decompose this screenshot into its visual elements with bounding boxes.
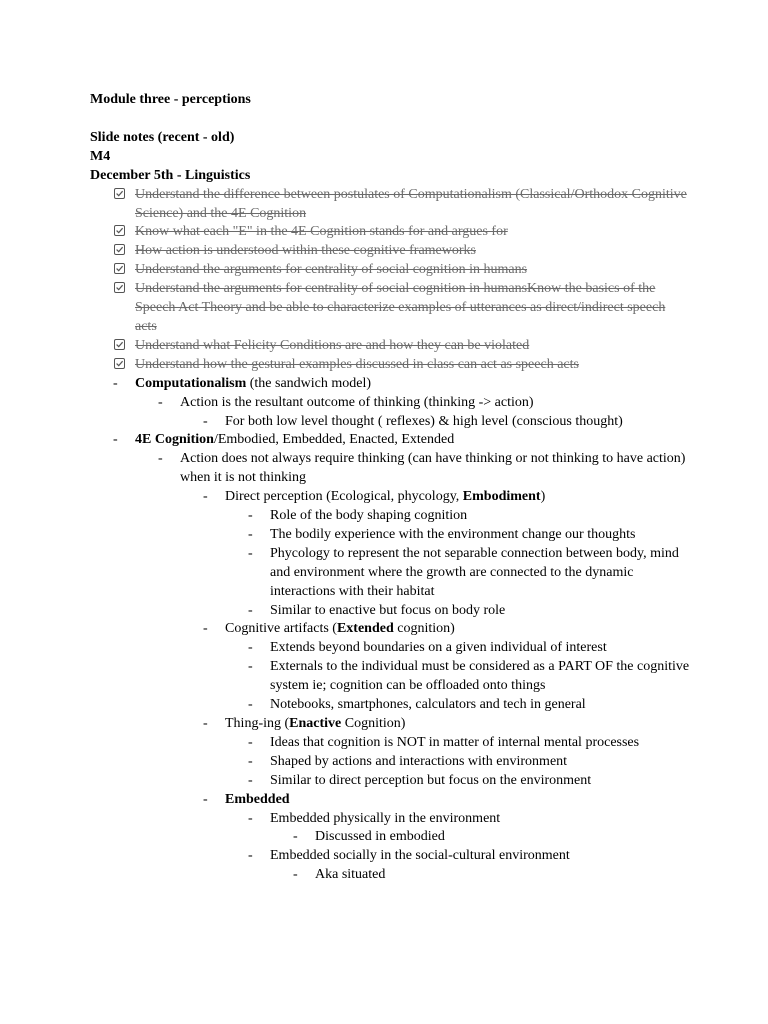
checklist-item: [90, 356, 690, 375]
bullet-dash: -: [248, 697, 253, 713]
list-item-text: Embedded socially in the social-cultural environment: [270, 848, 570, 864]
bullet-dash: -: [203, 791, 208, 807]
list-item: [90, 413, 690, 432]
list-item-text: (the sandwich model): [246, 375, 372, 391]
list-item-text: Action is the resultant outcome of thinking (thinking -> action): [180, 394, 534, 410]
checklist-item-text: Understand how the gestural examples discussed in class can act as speech acts: [135, 356, 579, 372]
checklist-item-text: Understand what Felicity Conditions are and how they can be violated: [135, 337, 530, 353]
list-item: [90, 734, 690, 753]
bullet-dash: -: [248, 753, 253, 769]
list-item: [90, 772, 690, 791]
notes-outline: [90, 375, 690, 885]
list-item: [90, 620, 690, 639]
list-item: [90, 791, 690, 810]
list-item: [90, 507, 690, 526]
checked-checkbox-icon[interactable]: [114, 263, 125, 274]
bullet-dash: -: [203, 621, 208, 637]
term-embedded: Embedded: [225, 791, 290, 807]
bullet-dash: -: [248, 810, 253, 826]
bullet-dash: -: [293, 867, 298, 883]
list-item-text: Extends beyond boundaries on a given individual of interest: [270, 640, 607, 656]
list-item-text: /Embodied, Embedded, Enacted, Extended: [213, 432, 455, 448]
bullet-dash: -: [113, 375, 118, 391]
list-item-text: Shaped by actions and interactions with environment: [270, 753, 568, 769]
bullet-dash: -: [248, 508, 253, 524]
list-item-text: ): [540, 489, 546, 505]
checklist-item: [90, 242, 690, 261]
checklist-item: [90, 223, 690, 242]
checked-checkbox-icon[interactable]: [114, 225, 125, 236]
list-item-text: The bodily experience with the environment change our thoughts: [270, 526, 636, 542]
list-item-text: Discussed in embodied: [315, 829, 445, 845]
term-extended: Extended: [336, 621, 394, 637]
list-item-text: Embedded physically in the environment: [270, 810, 501, 826]
list-item-text: Similar to enactive but focus on body role: [270, 602, 506, 618]
list-item-text: For both low level thought ( reflexes) & high level (conscious thought): [225, 413, 623, 429]
bullet-dash: -: [248, 545, 253, 561]
list-item-text: Aka situated: [315, 867, 386, 883]
checklist-item-text: Understand the arguments for centrality of social cognition in humansKnow the basics of the Speech Act Theory and be able to characterize examples of utterances as direct/indirect speech acts: [135, 281, 666, 334]
lecture-heading: December 5th - Linguistics: [90, 167, 251, 183]
list-item: [90, 658, 690, 696]
list-item: [90, 810, 690, 829]
list-item: [90, 753, 690, 772]
list-item: [90, 639, 690, 658]
module-label: M4: [90, 148, 111, 164]
checklist-item-text: Understand the arguments for centrality of social cognition in humans: [135, 262, 528, 278]
checklist-item-text: How action is understood within these cognitive frameworks: [135, 243, 476, 259]
list-item: [90, 488, 690, 507]
bullet-dash: -: [203, 716, 208, 731]
checked-checkbox-icon[interactable]: [114, 188, 125, 199]
list-item-text: Phycology to represent the not separable connection between body, mind and environment where the growth are connected to the dynamic interactions with their habitat: [270, 545, 679, 599]
list-item: [90, 715, 690, 734]
list-item: [90, 431, 690, 450]
list-item-text: Notebooks, smartphones, calculators and tech in general: [270, 697, 586, 713]
slide-notes-heading: Slide notes (recent - old): [90, 129, 235, 145]
list-item-text: Thing-ing (: [225, 716, 290, 731]
term-embodiment: Embodiment: [462, 489, 541, 505]
list-item: [90, 866, 690, 885]
document-body: [90, 91, 690, 885]
list-item: [90, 526, 690, 545]
bullet-dash: -: [248, 526, 253, 542]
bullet-dash: -: [158, 394, 163, 410]
list-item-text: Action does not always require thinking (can have thinking or not thinking to have action) when it is not thinking: [180, 451, 686, 486]
list-item: [90, 450, 690, 488]
list-item: [90, 545, 690, 602]
list-item: [90, 375, 690, 394]
list-item-text: Direct perception (Ecological, phycology,: [225, 489, 463, 505]
bullet-dash: -: [158, 451, 163, 467]
bullet-dash: -: [113, 432, 118, 448]
checklist: [90, 186, 690, 375]
list-item: [90, 828, 690, 847]
list-item: [90, 602, 690, 621]
list-item-text: Cognition): [341, 716, 406, 731]
bullet-dash: -: [248, 848, 253, 864]
list-item-text: Cognitive artifacts (: [225, 621, 337, 637]
checked-checkbox-icon[interactable]: [114, 244, 125, 255]
checked-checkbox-icon[interactable]: [114, 339, 125, 350]
list-item-text: Role of the body shaping cognition: [270, 508, 468, 524]
bullet-dash: -: [248, 640, 253, 656]
checklist-item-text: Understand the difference between postulates of Computationalism (Classical/Orthodox Cognitive Science) and the 4E Cognition: [135, 186, 687, 221]
bullet-dash: -: [248, 772, 253, 788]
bullet-dash: -: [203, 413, 208, 429]
spacer: [90, 110, 690, 129]
term-4e-cognition: 4E Cognition: [135, 432, 214, 448]
list-item-text: Externals to the individual must be considered as a PART OF the cognitive system ie; cognition can be offloaded onto things: [270, 659, 690, 694]
checklist-item: [90, 186, 690, 224]
checklist-item: [90, 261, 690, 280]
list-item: [90, 696, 690, 715]
bullet-dash: -: [248, 602, 253, 618]
checked-checkbox-icon[interactable]: [114, 358, 125, 369]
checklist-item: [90, 280, 690, 337]
bullet-dash: -: [293, 829, 298, 845]
checked-checkbox-icon[interactable]: [114, 282, 125, 293]
checklist-item: [90, 337, 690, 356]
bullet-dash: -: [203, 489, 208, 505]
document-title: Module three - perceptions: [90, 92, 251, 107]
checklist-item-text: Know what each "E" in the 4E Cognition stands for and argues for: [135, 224, 508, 240]
list-item-text: cognition): [393, 621, 455, 637]
term-computationalism: Computationalism: [135, 375, 247, 391]
bullet-dash: -: [248, 659, 253, 675]
bullet-dash: -: [248, 734, 253, 750]
list-item: [90, 847, 690, 866]
list-item-text: Ideas that cognition is NOT in matter of internal mental processes: [270, 734, 640, 750]
term-enactive: Enactive: [289, 716, 342, 731]
list-item: [90, 394, 690, 413]
list-item-text: Similar to direct perception but focus on the environment: [270, 772, 592, 788]
